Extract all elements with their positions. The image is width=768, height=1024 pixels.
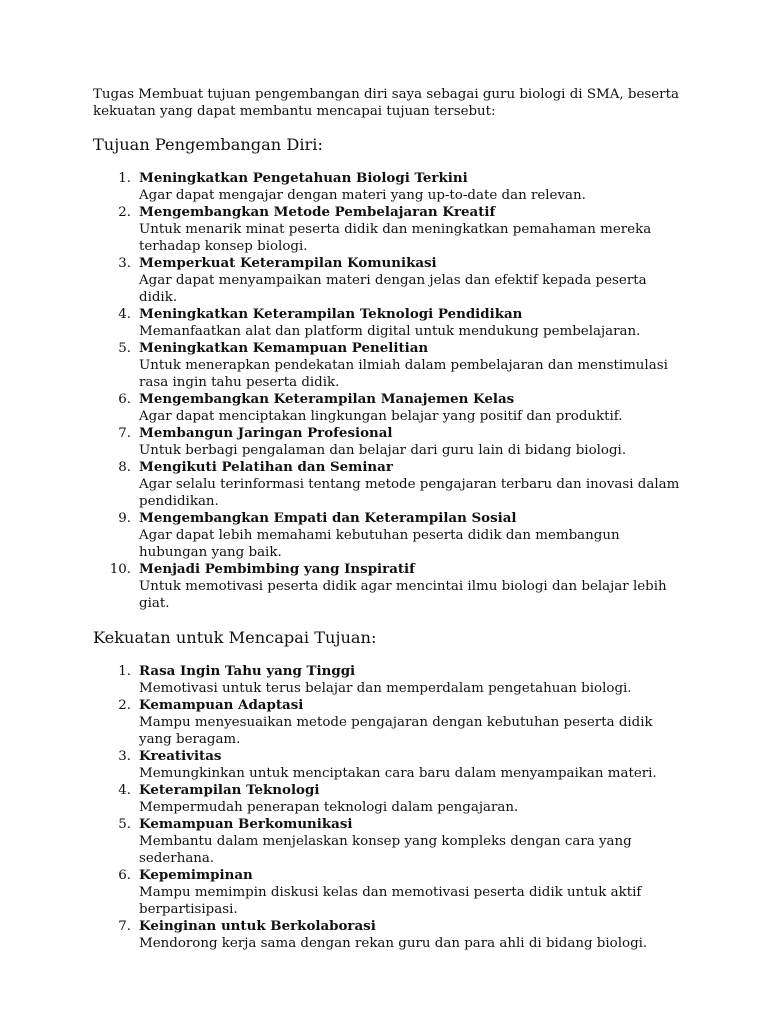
list-item-description: Untuk menerapkan pendekatan ilmiah dalam pembelajaran dan menstimulasi rasa ingin tahu peserta didik.	[139, 358, 668, 390]
list-item-description: Agar dapat menyampaikan materi dengan jelas dan efektif kepada peserta didik.	[139, 273, 647, 305]
list-number: 10.	[109, 562, 131, 577]
list-item-title: Meningkatkan Keterampilan Teknologi Pendidikan	[139, 306, 523, 322]
strength-item	[93, 782, 683, 816]
list-number: 6.	[118, 392, 131, 407]
list-item-description: Mempermudah penerapan teknologi dalam pengajaran.	[139, 800, 519, 815]
list-item-title: Mengembangkan Empati dan Keterampilan Sosial	[139, 510, 517, 526]
goal-item	[93, 306, 683, 340]
list-number: 9.	[118, 511, 131, 526]
list-item-title: Mengembangkan Keterampilan Manajemen Kelas	[139, 391, 515, 407]
list-number: 6.	[118, 868, 131, 883]
list-item-title: Kepemimpinan	[139, 867, 253, 883]
intro-paragraph: Tugas Membuat tujuan pengembangan diri saya sebagai guru biologi di SMA, beserta kekuatan yang dapat membantu mencapai tujuan tersebut:	[93, 87, 679, 119]
goals-heading: Tujuan Pengembangan Diri:	[93, 135, 323, 154]
list-item-description: Memungkinkan untuk menciptakan cara baru dalam menyampaikan materi.	[139, 766, 657, 781]
list-item-description: Agar dapat menciptakan lingkungan belajar yang positif dan produktif.	[139, 409, 623, 424]
goal-item	[93, 391, 683, 425]
list-number: 4.	[118, 307, 131, 322]
list-number: 2.	[118, 698, 131, 713]
list-item-description: Mampu memimpin diskusi kelas dan memotivasi peserta didik untuk aktif berpartisipasi.	[139, 885, 642, 917]
goal-item	[93, 510, 683, 561]
strength-item	[93, 867, 683, 918]
list-item-title: Memperkuat Keterampilan Komunikasi	[139, 255, 437, 271]
goal-item	[93, 204, 683, 255]
list-item-description: Memotivasi untuk terus belajar dan memperdalam pengetahuan biologi.	[139, 681, 632, 696]
list-number: 1.	[118, 171, 131, 186]
list-item-description: Membantu dalam menjelaskan konsep yang kompleks dengan cara yang sederhana.	[139, 834, 632, 866]
list-item-title: Meningkatkan Kemampuan Penelitian	[139, 340, 429, 356]
list-number: 2.	[118, 205, 131, 220]
goals-list	[93, 170, 683, 612]
list-item-title: Mengembangkan Metode Pembelajaran Kreatif	[139, 204, 496, 220]
list-item-title: Menjadi Pembimbing yang Inspiratif	[139, 561, 415, 577]
list-item-description: Memanfaatkan alat dan platform digital untuk mendukung pembelajaran.	[139, 324, 641, 339]
list-item-title: Rasa Ingin Tahu yang Tinggi	[139, 663, 356, 679]
strengths-heading: Kekuatan untuk Mencapai Tujuan:	[93, 628, 377, 647]
goal-item	[93, 425, 683, 459]
goal-item	[93, 255, 683, 306]
list-item-title: Kreativitas	[139, 748, 222, 764]
goal-item	[93, 340, 683, 391]
list-item-description: Mampu menyesuaikan metode pengajaran dengan kebutuhan peserta didik yang beragam.	[139, 715, 653, 747]
list-item-title: Keinginan untuk Berkolaborasi	[139, 918, 376, 934]
list-number: 7.	[118, 919, 131, 934]
list-number: 7.	[118, 426, 131, 441]
list-number: 5.	[118, 817, 131, 832]
list-item-title: Mengikuti Pelatihan dan Seminar	[139, 459, 393, 475]
list-item-title: Kemampuan Berkomunikasi	[139, 816, 353, 832]
document-page	[93, 86, 683, 952]
list-item-description: Agar dapat mengajar dengan materi yang up-to-date dan relevan.	[139, 188, 586, 203]
goal-item	[93, 170, 683, 204]
list-item-description: Untuk menarik minat peserta didik dan meningkatkan pemahaman mereka terhadap konsep biologi.	[139, 222, 652, 254]
list-item-title: Membangun Jaringan Profesional	[139, 425, 393, 441]
list-number: 4.	[118, 783, 131, 798]
strength-item	[93, 748, 683, 782]
list-item-title: Keterampilan Teknologi	[139, 782, 320, 798]
strength-item	[93, 816, 683, 867]
strength-item	[93, 697, 683, 748]
strength-item	[93, 918, 683, 952]
strengths-list	[93, 663, 683, 952]
goal-item	[93, 561, 683, 612]
list-item-title: Kemampuan Adaptasi	[139, 697, 304, 713]
list-item-description: Agar selalu terinformasi tentang metode pengajaran terbaru dan inovasi dalam pendidikan.	[139, 477, 680, 509]
strength-item	[93, 663, 683, 697]
list-item-description: Agar dapat lebih memahami kebutuhan peserta didik dan membangun hubungan yang baik.	[139, 528, 620, 560]
list-item-description: Untuk berbagi pengalaman dan belajar dari guru lain di bidang biologi.	[139, 443, 627, 458]
list-number: 3.	[118, 749, 131, 764]
list-item-title: Meningkatkan Pengetahuan Biologi Terkini	[139, 170, 468, 186]
list-number: 3.	[118, 256, 131, 271]
goal-item	[93, 459, 683, 510]
list-number: 5.	[118, 341, 131, 356]
list-number: 1.	[118, 664, 131, 679]
list-item-description: Mendorong kerja sama dengan rekan guru dan para ahli di bidang biologi.	[139, 936, 648, 951]
list-number: 8.	[118, 460, 131, 475]
list-item-description: Untuk memotivasi peserta didik agar mencintai ilmu biologi dan belajar lebih giat.	[139, 579, 667, 611]
